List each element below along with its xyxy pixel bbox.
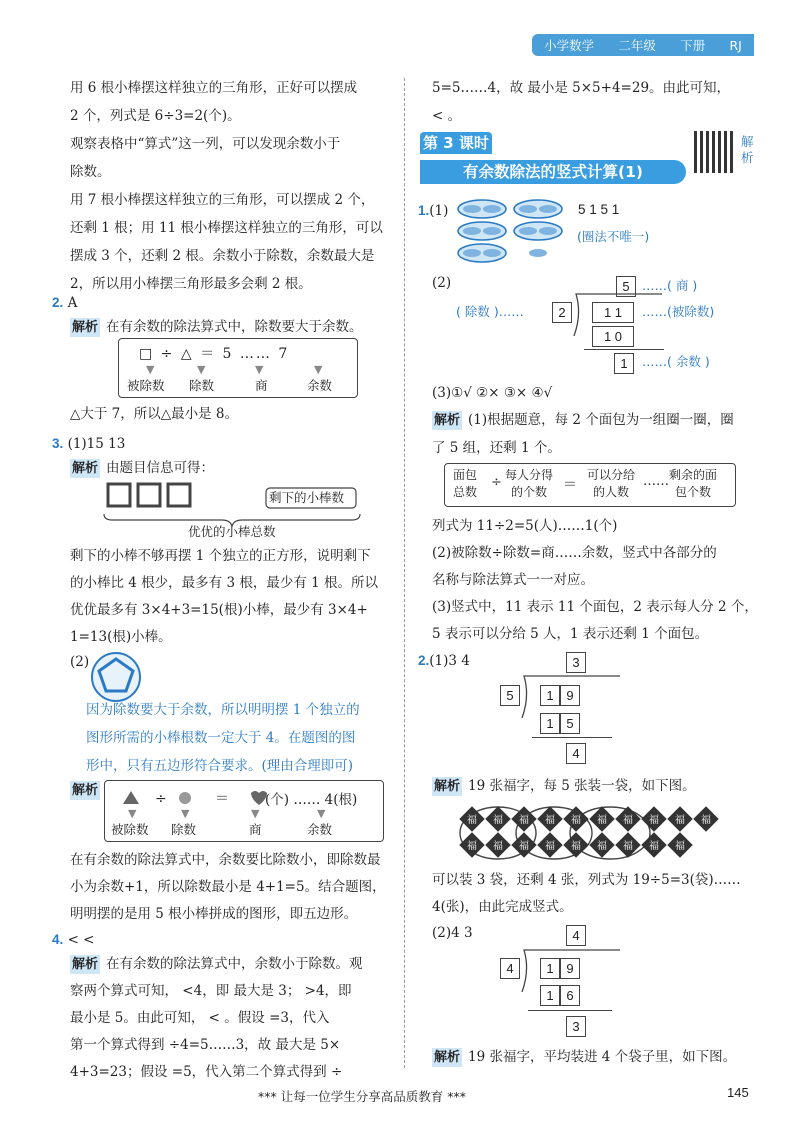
text-line: 5=5……4，故 最小是 5×5+4=29。由此可知， bbox=[432, 80, 731, 96]
divisor-digit: 4 bbox=[500, 958, 520, 979]
text-line: 列式为 11÷2=5(人)……1(个) bbox=[432, 518, 618, 534]
dividend-digit: 9 bbox=[560, 958, 580, 979]
divisor-digit: 2 bbox=[552, 302, 572, 323]
r-q2-analysis bbox=[432, 775, 696, 797]
fu-label: 福 bbox=[623, 815, 633, 826]
dividend-digit: 9 bbox=[560, 685, 580, 706]
dividend-digit: 1 bbox=[540, 685, 560, 706]
fu-label: 福 bbox=[545, 815, 555, 826]
label-divisor: 除数 bbox=[171, 822, 197, 837]
r-q2-paragraph bbox=[432, 868, 741, 920]
analysis-tag: 解析 bbox=[434, 413, 461, 428]
fu-characters-figure bbox=[458, 803, 738, 863]
analysis-text: 由题目信息可得： bbox=[106, 460, 215, 476]
page-number: 145 bbox=[727, 1085, 749, 1100]
r-q1-paragraph bbox=[432, 514, 758, 647]
r-q1-part3: (3)①√ ②× ③× ④√ bbox=[432, 385, 553, 401]
column-divider bbox=[404, 78, 405, 1068]
q2-formula-box bbox=[118, 338, 358, 398]
left-column bbox=[70, 76, 400, 297]
bread-groups-figure bbox=[456, 197, 568, 265]
header-grade: 二年级 bbox=[618, 38, 656, 53]
q2-tail: △大于 7，所以△最小是 8。 bbox=[70, 406, 239, 422]
remainder-digit: 3 bbox=[566, 1016, 586, 1037]
text-line: (2)被除数÷除数=商……余数，竖式中各部分的 bbox=[432, 545, 717, 561]
svg-text:＝: ＝ bbox=[215, 791, 229, 807]
product-digit: 5 bbox=[560, 713, 580, 734]
text-line: 可以装 3 袋，还剩 4 张，列式为 19÷5=3(袋)…… bbox=[432, 872, 741, 888]
label-remainder: 余数 bbox=[307, 822, 333, 837]
formula-row: (个) …… 4(根) bbox=[265, 792, 358, 808]
quotient-digit: 4 bbox=[566, 925, 586, 946]
text-line: 优优最多有 3×4+3=15(根)小棒，最少有 3×4+ bbox=[70, 602, 368, 618]
analysis-tag: 解析 bbox=[434, 779, 461, 794]
text-line: 1=13(根)小棒。 bbox=[70, 629, 172, 645]
q1-note: (圈法不唯一) bbox=[577, 229, 650, 244]
header-term: 下册 bbox=[680, 38, 706, 53]
q3-paragraph bbox=[70, 544, 378, 650]
arrows: ▼ ▼ ▼ ▼ bbox=[128, 807, 326, 820]
label-remainder: 余数 bbox=[307, 378, 333, 393]
text-line: 名称与除法算式一一对应。 bbox=[432, 572, 594, 588]
text-line: 察两个算式可知， <4，即 最大是 3； >4，即 bbox=[70, 983, 352, 999]
text-line: 小为余数+1，所以除数最小是 4+1=5。结合题图， bbox=[70, 879, 386, 895]
shape-symbols bbox=[123, 789, 283, 807]
pentagon-icon bbox=[88, 650, 144, 702]
fu-label: 福 bbox=[519, 815, 529, 826]
word-formula-2: 每人分得 的个数 bbox=[505, 468, 554, 499]
analysis-tag: 解析 bbox=[434, 1050, 461, 1065]
q3-part2: (2) bbox=[70, 654, 90, 670]
remainder-digit: 4 bbox=[566, 743, 586, 764]
long-division-3 bbox=[498, 928, 618, 1046]
r-q2-analysis-2 bbox=[432, 1046, 736, 1068]
fu-label: 福 bbox=[545, 841, 555, 852]
answer: < < bbox=[67, 932, 95, 948]
label-divisor: 除数 bbox=[189, 378, 215, 393]
formula-row: □ ÷ △ ＝ 5 …… 7 bbox=[139, 346, 290, 362]
header-bar bbox=[532, 34, 754, 56]
product-digits: 1 0 bbox=[592, 326, 634, 347]
part-label: (1) bbox=[429, 203, 449, 219]
fu-label: 福 bbox=[493, 815, 503, 826]
product-digit: 6 bbox=[560, 985, 580, 1006]
text-line: 因为除数要大于余数，所以明明摆 1 个独立的 bbox=[86, 702, 360, 718]
text-line: 形中，只有五边形符合要求。(理由合理即可) bbox=[86, 758, 354, 774]
fu-label: 福 bbox=[597, 841, 607, 852]
label-dividend: 被除数 bbox=[127, 378, 165, 393]
r-q1-header bbox=[418, 200, 448, 222]
question-number: 2. bbox=[52, 295, 64, 310]
text-line: (1)根据题意，每 2 个面包为一组圈一圈，圈 bbox=[468, 412, 734, 428]
fu-label: 福 bbox=[675, 815, 685, 826]
right-top bbox=[432, 76, 730, 129]
answer: A bbox=[67, 295, 78, 311]
r-q1-analysis bbox=[432, 408, 734, 461]
fu-label: 福 bbox=[597, 815, 607, 826]
long-division-1 bbox=[550, 279, 650, 378]
footer-slogan: *** 让每一位学生分享高品质教育 *** bbox=[258, 1089, 466, 1104]
text-line: 2，所以用小棒摆三角形最多会剩 2 根。 bbox=[70, 276, 312, 292]
analysis-text: 19 张福字，每 5 张装一袋，如下图。 bbox=[468, 778, 696, 794]
label-dividend: 被除数 bbox=[111, 822, 149, 837]
svg-text:÷: ÷ bbox=[155, 791, 167, 807]
fu-label: 福 bbox=[467, 841, 477, 852]
analysis-tag: 解析 bbox=[72, 461, 99, 476]
question-number: 2. bbox=[418, 653, 430, 668]
word-formula-4: 剩余的面 包个数 bbox=[669, 468, 718, 499]
quotient-digit: 3 bbox=[566, 652, 586, 673]
text-line: 图形所需的小棒根数一定大于 4。在题图的图 bbox=[86, 730, 356, 746]
arrows: ▼ ▼ ▼ ▼ bbox=[146, 363, 323, 376]
analysis-tag: 解析 bbox=[72, 783, 99, 798]
lesson-number: 第 3 课时 bbox=[420, 132, 492, 154]
word-formula-3: 可以分给 的人数 bbox=[587, 468, 636, 499]
text-line: 摆成 3 个，还剩 2 根。余数小于除数，余数最大是 bbox=[70, 248, 375, 264]
fu-label: 福 bbox=[571, 841, 581, 852]
text-line: 4(张)，由此完成竖式。 bbox=[432, 899, 573, 915]
text-line: 2 个，列式是 6÷3=2(个)。 bbox=[70, 108, 241, 124]
text-line: 5 表示可以分给 5 人，1 表示还剩 1 个面包。 bbox=[432, 626, 709, 642]
q3-blue-answer bbox=[86, 698, 360, 779]
q1-answers: 5 1 5 1 bbox=[578, 202, 620, 217]
fu-label: 福 bbox=[493, 841, 503, 852]
fu-label: 福 bbox=[675, 841, 685, 852]
label-remainder: ……( 余数 ) bbox=[642, 354, 710, 369]
answer: (1)15 13 bbox=[67, 436, 126, 452]
fu-label: 福 bbox=[623, 841, 633, 852]
r-q2-part2: (2)4 3 bbox=[432, 925, 473, 941]
fu-label: 福 bbox=[649, 841, 659, 852]
text-line: 了 5 组，还剩 1 个。 bbox=[432, 440, 561, 456]
text-line: 的小棒比 4 根少，最多有 3 根，最少有 1 根。所以 bbox=[70, 575, 379, 591]
text-line: 剩下的小棒不够再摆 1 个独立的正方形，说明剩下 bbox=[70, 548, 371, 564]
text-line: 还剩 1 根；用 11 根小棒摆这样独立的三角形，可以 bbox=[70, 220, 383, 236]
quotient-digit: 5 bbox=[616, 276, 636, 297]
lesson-title: 有余数除法的竖式计算(1) bbox=[420, 160, 686, 184]
answer: (1)3 4 bbox=[429, 653, 470, 669]
fu-tiles bbox=[459, 806, 718, 857]
q2-analysis bbox=[70, 315, 363, 340]
analysis-text: 19 张福字，平均装进 4 个袋子里，如下图。 bbox=[468, 1049, 737, 1065]
text-line: 第一个算式得到 ÷4=5……3，故 最大是 5× bbox=[70, 1037, 341, 1053]
text-line: (3)竖式中，11 表示 11 个面包，2 表示每人分 2 个， bbox=[432, 599, 758, 615]
text-line: 明明摆的是用 5 根小棒拼成的图形，即五边形。 bbox=[70, 906, 358, 922]
question-number: 3. bbox=[52, 436, 64, 451]
product-digit: 1 bbox=[540, 985, 560, 1006]
label-dividend: ……(被除数) bbox=[642, 304, 715, 319]
header-edition: RJ bbox=[729, 37, 742, 53]
q3-tail bbox=[70, 848, 386, 927]
analysis-tag: 解析 bbox=[72, 320, 99, 335]
dividend-digit: 1 bbox=[540, 958, 560, 979]
q2-answer bbox=[52, 290, 77, 316]
text-line: 观察表格中“算式”这一列，可以发现余数小于 bbox=[70, 136, 341, 152]
text-line: 在有余数的除法算式中，余数小于除数。观 bbox=[106, 956, 363, 972]
word-formula-1: 面包 总数 bbox=[453, 468, 478, 499]
leftover-label: 剩下的小棒数 bbox=[269, 490, 345, 505]
dividend-digits: 1 1 bbox=[592, 302, 634, 323]
label-quotient: 商 bbox=[255, 378, 268, 393]
remainder-digit: 1 bbox=[614, 353, 634, 374]
fu-label: 福 bbox=[701, 815, 711, 826]
q3-analysis-2 bbox=[70, 778, 106, 803]
r-q1-part2: (2) bbox=[432, 275, 452, 291]
text-line: 除数。 bbox=[70, 164, 111, 180]
fu-label: 福 bbox=[467, 815, 477, 826]
text-line: 在有余数的除法算式中，余数要比除数小，即除数最 bbox=[70, 852, 381, 868]
q3-formula-box bbox=[104, 780, 384, 842]
qr-label: 解析 bbox=[741, 134, 754, 165]
long-division-2 bbox=[498, 655, 618, 772]
text-line: 4+3=23；假设 =5，代入第二个算式得到 ÷ bbox=[70, 1064, 343, 1080]
analysis-text: 在有余数的除法算式中，除数要大于余数。 bbox=[106, 319, 363, 335]
q4-analysis bbox=[70, 952, 363, 1085]
analysis-tag: 解析 bbox=[72, 957, 99, 972]
label-divisor: ( 除数 )…… bbox=[456, 304, 524, 319]
q4-answer bbox=[52, 927, 94, 953]
text-line: 用 7 根小棒摆这样独立的三角形，可以摆成 2 个， bbox=[70, 192, 375, 208]
label-quotient: ……( 商 ) bbox=[642, 278, 698, 293]
text-line: 用 6 根小棒摆这样独立的三角形，正好可以摆成 bbox=[70, 80, 358, 96]
question-number: 1. bbox=[418, 203, 430, 218]
r-q2-header bbox=[418, 650, 470, 672]
divisor-digit: 5 bbox=[500, 685, 520, 706]
question-number: 4. bbox=[52, 932, 64, 947]
text-line: 最小是 5。由此可知， < 。假设 =3，代入 bbox=[70, 1010, 330, 1026]
fu-label: 福 bbox=[519, 841, 529, 852]
product-digit: 1 bbox=[540, 713, 560, 734]
total-label: 优优的小棒总数 bbox=[188, 524, 276, 539]
text-line: < 。 bbox=[432, 108, 462, 124]
fu-label: 福 bbox=[571, 815, 581, 826]
fu-label: 福 bbox=[649, 815, 659, 826]
qr-code-icon[interactable] bbox=[694, 131, 736, 173]
q3-answer bbox=[52, 431, 125, 457]
r-q1-formula-box: 面包 总数 ÷ 每人分得 的个数 ＝ 可以分给 的人数 …… 剩余的面 包个数 bbox=[444, 463, 736, 507]
label-quotient: 商 bbox=[249, 822, 262, 837]
header-subject: 小学数学 bbox=[544, 38, 595, 53]
